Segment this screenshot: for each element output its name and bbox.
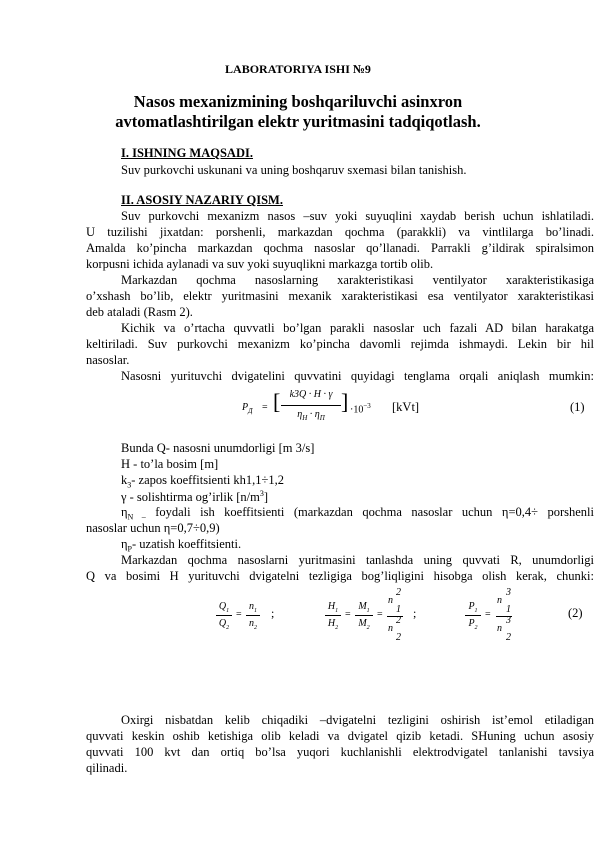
paragraph-2-line-3: deb ataladi (Rasm 2).: [86, 305, 193, 319]
eq2-n1-cube-exp: 3: [506, 587, 511, 598]
eq2-separator-1: ;: [271, 606, 275, 620]
eq2-n2-cube: n: [497, 623, 502, 634]
eq2-h2: $H_2$: [327, 618, 339, 631]
eq2-m2: $M_2$: [358, 618, 370, 631]
eq2-n1-cube-sub: 1: [506, 604, 511, 615]
eq1-bracket-right: ]: [341, 389, 349, 414]
eq2-equals-1: =: [236, 609, 242, 620]
definition-h: H - to’la bosim [m]: [121, 457, 219, 471]
eq1-fraction-bar: [281, 405, 341, 406]
eq1-lhs: $P_Д$: [242, 402, 253, 415]
paragraph-1-line-3: Amalda ko’pincha markazdan qochma nasoslar qo’llanadi. Parrakli g’ildirak spiralsimon: [86, 241, 594, 255]
eq1-unit: [kVt]: [392, 400, 420, 414]
definition-k3: $k_3-$ zapos koeffitsienti kh1,1÷1,2: [121, 473, 285, 490]
paragraph-3-line-1: Kichik va o’rtacha quvvatli bo’lgan parakli nasoslar uch fazali AD bilan harakatga: [121, 321, 594, 335]
lab-title: LABORATORIYA ISHI №9: [225, 62, 371, 76]
paragraph-3-line-2: keltiriladi. Suv purkovchi mexanizm ko’pincha davomli rejimda ishmaydi. Lekin bir hil: [86, 337, 594, 351]
section-2-heading: II. ASOSIY NAZARIY QISM.: [121, 193, 283, 207]
paragraph-1-line-4: korpusni ichida aylanadi va suv yoki suyuqlikni markazga tortib olib.: [86, 257, 434, 271]
eq2-bar-h: [325, 615, 341, 616]
eq2-q1: $Q_1$: [218, 601, 230, 614]
section-1-heading: I. ISHNING MAQSADI.: [121, 146, 253, 160]
definition-gamma: γ - solishtirma og’irlik $[n/m^3]$: [121, 489, 269, 505]
paragraph-6-line-1: Oxirgi nisbatdan kelib chiqadiki –dvigatelni tezligini oshirish ist’emol etiladigan: [121, 713, 594, 727]
paragraph-6-line-3: quvvati 100 kvt dan ortiq bo’lsa yuqori kuchlanishli elektrodvigatel tanlanishi tavsiya: [86, 745, 594, 759]
document-title-line-1: Nasos mexanizmining boshqariluvchi asinxron: [133, 92, 463, 111]
eq2-bar-q: [216, 615, 232, 616]
paragraph-4-line-1: Nasosni yurituvchi dvigatelini quvvatini quyidagi tenglama orqali aniqlash mumkin:: [121, 369, 594, 383]
eq2-n2-cube-sub: 2: [506, 632, 511, 643]
eq2-separator-2: ;: [413, 606, 417, 620]
eq2-h1: $H_1$: [327, 601, 339, 614]
eq2-equals-3: =: [377, 609, 383, 620]
eq2-m1: $M_1$: [358, 601, 370, 614]
paragraph-5-line-1: Markazdan qochma nasoslarni yuritmasini tanlashda uning quvvati R, unumdorligi: [121, 553, 594, 567]
eq2-n1-cube: n: [497, 595, 502, 606]
eq1-equals: =: [262, 402, 268, 413]
paragraph-5-line-2: Q va bosimi H yurituvchi dvigatelni tezligiga bog’liqligini hisobga olish kerak, chunki:: [86, 569, 594, 583]
eq2-bar-m: [355, 615, 373, 616]
definition-eta-n-line-2: nasoslar uchun η=0,7÷0,9): [86, 521, 220, 535]
eq2-n2-sq-sub: 2: [396, 632, 401, 643]
eq2-n1-sq: n: [388, 595, 393, 606]
eq2-q2: $Q_2$: [218, 618, 230, 631]
section-1-text: Suv purkovchi uskunani va uning boshqaruv sxemasi bilan tanishish.: [121, 163, 467, 177]
eq2-p2: $P_2$: [468, 618, 478, 631]
eq2-p1: $P_1$: [468, 601, 478, 614]
eq1-bracket-left: [: [273, 389, 281, 414]
definition-q: Bunda Q- nasosni unumdorligi [m 3/s]: [121, 441, 315, 455]
eq2-equals-2: =: [345, 609, 351, 620]
paragraph-3-line-3: nasoslar.: [86, 353, 130, 367]
paragraph-1-line-1: Suv purkovchi mexanizm nasos –suv yoki suyuqlini xaydab berish uchun ishlatiladi.: [121, 209, 594, 223]
eq1-number: (1): [570, 400, 585, 414]
paragraph-6-line-2: quvvati keskin oshib ketishiga olib keladi va dvigatel qizib ketadi. SHuning uchun asosiy: [86, 729, 594, 743]
eq1-denominator: $\eta_Н \cdot \eta_П$: [297, 409, 325, 422]
eq2-n2-cube-exp: 3: [506, 615, 511, 626]
eq2-bar-n: [246, 615, 260, 616]
definition-eta-n-line-1: $\eta_{N -}$ foydali ish koeffitsienti (markazdan qochma nasoslar uchun η=0,4÷ porshenli: [121, 505, 594, 522]
definition-eta-p: $\eta_P-$ uzatish koeffitsienti.: [121, 537, 242, 554]
eq1-multiplier: $\cdot 10^{-3}$: [350, 402, 371, 416]
eq2-number: (2): [568, 606, 583, 620]
eq2-n2-sq: n: [388, 623, 393, 634]
eq2-n1: $n_1$: [249, 601, 257, 614]
eq2-n2-sq-exp: 2: [396, 615, 401, 626]
paragraph-2-line-2: o’xshash bo’lib, elektr yuritmasini mexanik xarakteristikasi esa ventilyator xarakteristikasi: [86, 289, 594, 303]
eq2-n2: $n_2$: [249, 618, 257, 631]
eq2-bar-p: [465, 615, 481, 616]
eq2-n1-sq-sub: 1: [396, 604, 401, 615]
document-title-line-2: avtomatlashtirilgan elektr yuritmasini tadqiqotlash.: [115, 112, 481, 131]
eq1-numerator: k3Q · H · γ: [289, 389, 333, 400]
paragraph-2-line-1: Markazdan qochma nasoslarning xarakteristikasi ventilyator xarakteristikasiga: [121, 273, 594, 287]
eq2-n1-sq-exp: 2: [396, 587, 401, 598]
paragraph-1-line-2: U tuzilishi jixatdan: porshenli, markazdan qochma (parakkli) va vintlilarga bo’linadi.: [86, 225, 594, 239]
paragraph-6-line-4: qilinadi.: [86, 761, 128, 775]
eq2-equals-4: =: [485, 609, 491, 620]
